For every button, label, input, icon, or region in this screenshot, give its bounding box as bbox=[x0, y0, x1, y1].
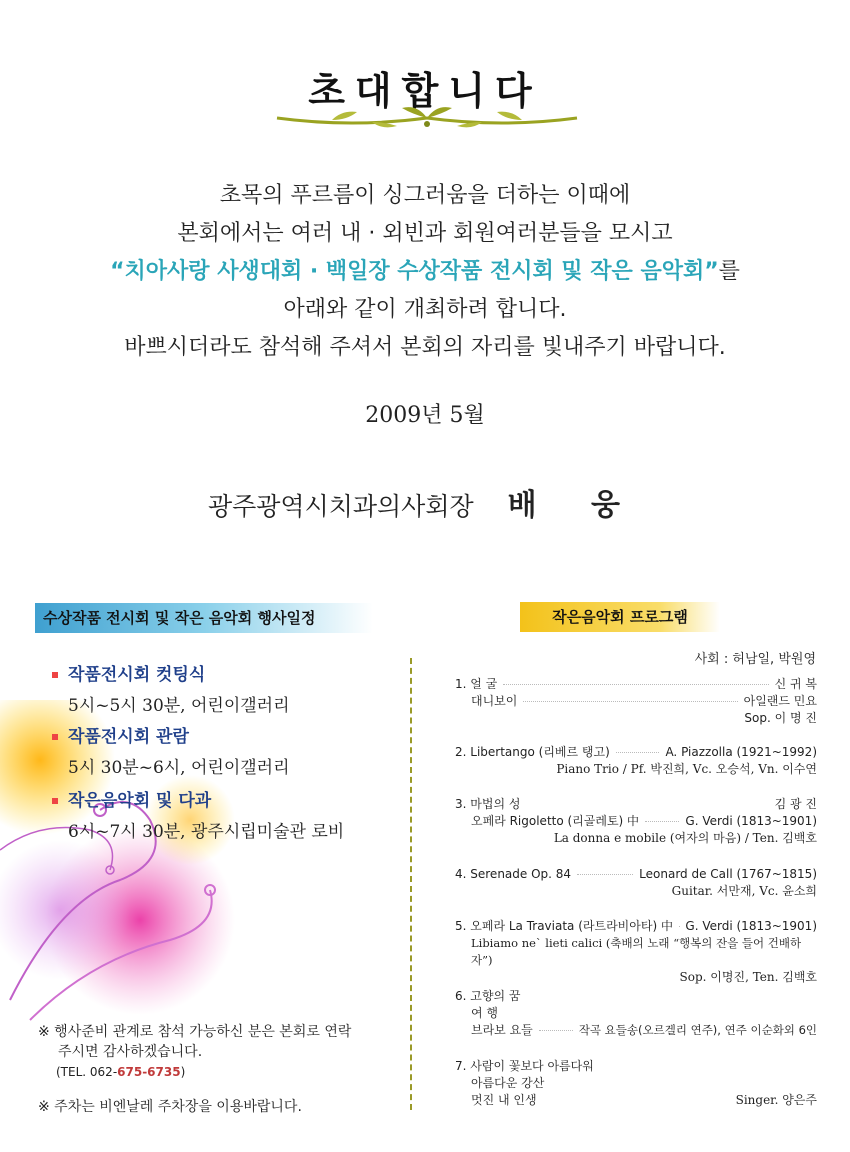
invitation-line-5: 바쁘시더라도 참석해 주셔서 본회의 자리를 빛내주기 바랍니다. bbox=[124, 335, 726, 360]
invitation-date: 2009년 5월 bbox=[365, 403, 485, 428]
program-host: 사회 : 허남일, 박원영 bbox=[694, 652, 816, 667]
program-item-6: 6. 고향의 꿈 여 행 브라보 요들 작곡 요들송(오르겔리 연주), 연주 이순화외 6인 bbox=[455, 989, 817, 1037]
event-name-suffix: 를 bbox=[718, 259, 740, 284]
invitation-line-1: 초목의 푸르름이 싱그러움을 더하는 이때에 bbox=[219, 183, 631, 208]
attendance-note: ※ 행사준비 관계로 참석 가능하신 분은 본회로 연락 주시면 감사하겠습니다. (TEL. 062-675-6735) bbox=[38, 1022, 351, 1082]
program-item-2: 2. Libertango (리베르 탱고) A. Piazzolla (1921~1992) Piano Trio / Pf. 박진희, Vc. 오승석, Vn. 이수연 bbox=[455, 745, 817, 776]
bullet-icon bbox=[52, 672, 58, 678]
event-name: “치아사랑 사생대회 · 백일장 수상작품 전시회 및 작은 음악회” bbox=[110, 259, 719, 284]
parking-note: ※ 주차는 비엔날레 주차장을 이용바랍니다. bbox=[38, 1099, 302, 1115]
schedule-item-time: 5시 30분~6시, 어린이갤러리 bbox=[68, 758, 290, 778]
organization-title: 광주광역시치과의사회장 bbox=[207, 492, 474, 521]
schedule-item-title: 작은음악회 및 다과 bbox=[68, 791, 212, 811]
program-item-7: 7. 사람이 꽃보다 아름다워 아름다운 강산 멋진 내 인생 Singer. 양은주 bbox=[455, 1059, 817, 1107]
program-item-3: 3. 마법의 성 김 광 진 오페라 Rigoletto (리골레토) 中 G. Verdi (1813~1901) La donna e mobile (여자의 마음) / Ten. 김백호 bbox=[455, 797, 817, 845]
organization-signature bbox=[0, 480, 850, 524]
president-name: 배 웅 bbox=[507, 488, 643, 523]
page-title: 초대합니다 bbox=[308, 69, 542, 113]
invitation-line-4: 아래와 같이 개최하려 합니다. bbox=[283, 297, 567, 322]
schedule-item-concert bbox=[52, 786, 344, 842]
invitation-line-3 bbox=[0, 254, 850, 285]
schedule-item-title: 작품전시회 관람 bbox=[68, 727, 189, 747]
program-item-5: 5. 오페라 La Traviata (라트라비아타) 中 G. Verdi (1813~1901) Libiamo ne` lieti calici (축배의 노래 “행복의 잔을 들어 건배하자”) Sop. 이명진, Ten. 김백호 bbox=[455, 919, 817, 984]
column-divider bbox=[410, 658, 412, 1110]
schedule-banner: 수상작품 전시회 및 작은 음악회 행사일정 bbox=[35, 603, 373, 633]
program-banner: 작은음악회 프로그램 bbox=[520, 602, 720, 632]
schedule-item-cutting bbox=[52, 660, 290, 716]
telephone: (TEL. 062-675-6735) bbox=[56, 1065, 186, 1079]
schedule-item-title: 작품전시회 컷팅식 bbox=[68, 665, 206, 685]
schedule-item-time: 5시~5시 30분, 어린이갤러리 bbox=[68, 696, 290, 716]
bullet-icon bbox=[52, 734, 58, 740]
bullet-icon bbox=[52, 798, 58, 804]
schedule-item-viewing bbox=[52, 722, 290, 778]
schedule-item-time: 6시~7시 30분, 광주시립미술관 로비 bbox=[68, 822, 345, 842]
program-item-1: 1. 얼 굴 신 귀 복 대니보이 아일랜드 민요 Sop. 이 명 진 bbox=[455, 677, 817, 725]
invitation-line-2: 본회에서는 여러 내 · 외빈과 회원여러분들을 모시고 bbox=[177, 221, 673, 246]
program-item-4: 4. Serenade Op. 84 Leonard de Call (1767~1815) Guitar. 서만재, Vc. 윤소희 bbox=[455, 867, 817, 898]
ornament-divider-icon bbox=[272, 100, 582, 134]
